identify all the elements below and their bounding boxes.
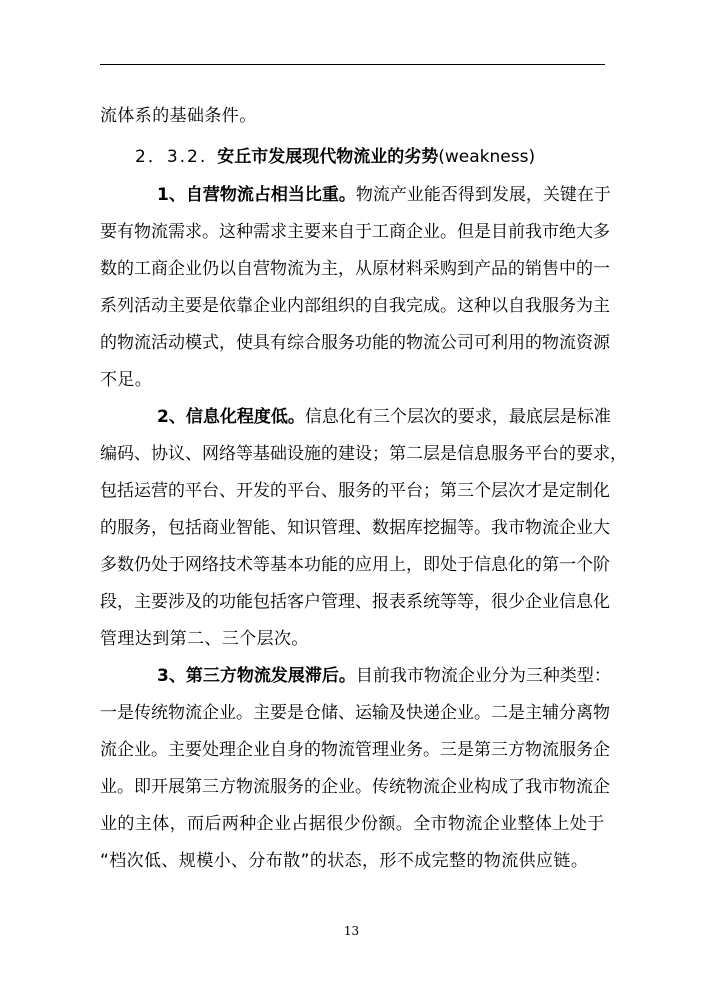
paragraph-2-text: 信息化有三个层次的要求，最底层是标准 bbox=[304, 407, 611, 427]
paragraph-1-line-6: 不足。 bbox=[100, 370, 153, 390]
section-heading bbox=[135, 145, 535, 169]
paragraph-3-lead: 3、第三方物流发展滞后。 bbox=[157, 666, 356, 686]
section-number: 2．3.2. bbox=[135, 147, 208, 167]
section-english-title: (weakness) bbox=[438, 147, 536, 167]
paragraph-3-line-1 bbox=[157, 664, 611, 688]
continuation-line: 流体系的基础条件。 bbox=[100, 106, 257, 126]
paragraph-2-line-2: 编码、协议、网络等基础设施的建设；第二层是信息服务平台的要求， bbox=[100, 444, 627, 464]
paragraph-1-text: 物流产业能否得到发展，关键在于 bbox=[355, 185, 611, 205]
paragraph-1-lead: 1、自营物流占相当比重。 bbox=[157, 185, 356, 205]
header-rule bbox=[100, 64, 605, 65]
paragraph-2-line-5: 多数仍处于网络技术等基本功能的应用上，即处于信息化的第一个阶 bbox=[100, 555, 610, 575]
page-number: 13 bbox=[343, 924, 360, 938]
section-title: 安丘市发展现代物流业的劣势 bbox=[217, 147, 439, 167]
paragraph-3-line-3: 流企业。主要处理企业自身的物流管理业务。三是第三方物流服务企 bbox=[100, 740, 610, 760]
paragraph-2-line-3: 包括运营的平台、开发的平台、服务的平台；第三个层次才是定制化 bbox=[100, 481, 610, 501]
paragraph-1-line-2: 要有物流需求。这种需求主要来自于工商企业。但是目前我市绝大多 bbox=[100, 222, 610, 242]
paragraph-1-line-4: 系列活动主要是依靠企业内部组织的自我完成。这种以自我服务为主 bbox=[100, 296, 610, 316]
paragraph-2-line-1 bbox=[157, 405, 611, 429]
paragraph-3-line-6: “档次低、规模小、分布散”的状态，形不成完整的物流供应链。 bbox=[100, 851, 589, 871]
paragraph-3-text: 目前我市物流企业分为三种类型： bbox=[355, 666, 611, 686]
paragraph-2-lead: 2、信息化程度低。 bbox=[157, 407, 305, 427]
paragraph-2-line-4: 的服务，包括商业智能、知识管理、数据库挖掘等。我市物流企业大 bbox=[100, 518, 610, 538]
paragraph-3-line-2: 一是传统物流企业。主要是仓储、运输及快递企业。二是主辅分离物 bbox=[100, 703, 610, 723]
paragraph-1-line-1 bbox=[157, 183, 611, 207]
paragraph-3-line-4: 业。即开展第三方物流服务的企业。传统物流企业构成了我市物流企 bbox=[100, 777, 610, 797]
paragraph-1-line-3: 数的工商企业仍以自营物流为主，从原材料采购到产品的销售中的一 bbox=[100, 259, 610, 279]
paragraph-2-line-6: 段，主要涉及的功能包括客户管理、报表系统等等，很少企业信息化 bbox=[100, 592, 610, 612]
paragraph-2-line-7: 管理达到第二、三个层次。 bbox=[100, 629, 309, 649]
paragraph-3-line-5: 业的主体，而后两种企业占据很少份额。全市物流企业整体上处于 bbox=[100, 814, 605, 834]
paragraph-1-line-5: 的物流活动模式，使具有综合服务功能的物流公司可利用的物流资源 bbox=[100, 333, 610, 353]
